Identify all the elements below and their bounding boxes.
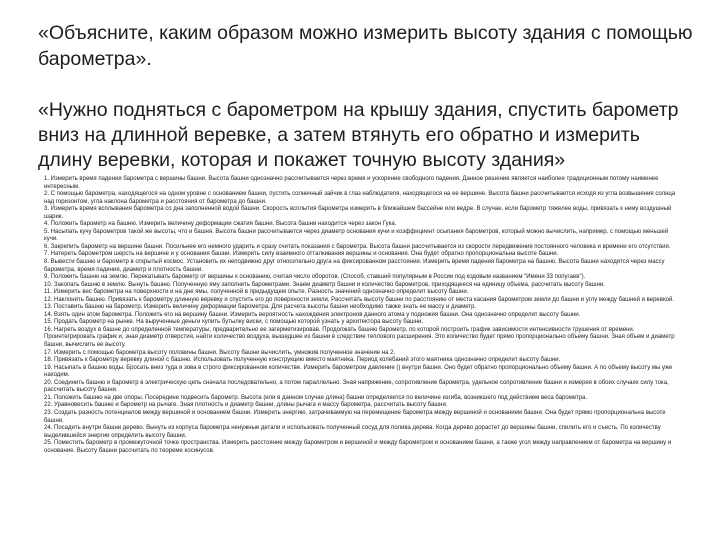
- method-item: 6. Закрепить барометр на вершине башни. Посильнее его немного ударить и сразу считать показания с барометра. Высота башни рассчитывается из скорости передвижения постоянного человека и времени его отсутствия.: [44, 243, 671, 250]
- method-item: 16. Нагреть воздух в башне до определенной температуры, предварительно ее загерметизировав. Продолжать башню барометр, по которой построить график зависимости интенсивности трушения от времени. Проинтегрировать график и, зная диаметр отверстия, найти количество воздуха, вышедшее из башни в следствие теплового расширения. Это количество будет прямо пропорционально объему башни. Зная объем и диаметр башни, вычислить ее высоту.: [44, 326, 675, 349]
- method-item: 9. Положить башню на землю. Перекатывать барометр от вершины к основанию, считая число оборотов. (Способ, ставший популярным в России под кодовым названием "Имени 33 попугаев").: [44, 274, 586, 281]
- method-item: 4. Положить барометр на башню. Измерить величину деформации сжатия башни. Высота башни находится через закон Гука.: [44, 221, 397, 228]
- method-item: 5. Насыпать кучу барометров такой же высоты, что и башня. Высота башни рассчитывается через диаметр основания кучи и коэффициент осыпания барометров, который можно вычислить, например, с помощью меньшей кучи.: [44, 228, 669, 243]
- method-item: 20. Соединить башню и барометр в электрическую цепь сначала последовательно, а потом параллельно. Зная напряжение, сопротивление барометра, удельное сопротивление башни и измеряя в обоих случаях силу тока, рассчитать высоту башни.: [44, 379, 669, 394]
- method-item: 2. С помощью барометра, находящегося на одном уровне с основанием башни, пустить солнечный зайчик в глаз наблюдателя, находящегося на ее вершине. Высота башни рассчитывается исходя из угла возвышения солнца над горизонтом, угла наклона барометра и расстояния от барометра до башни.: [44, 191, 676, 205]
- method-item: 13. Поставить башню на барометр. Измерить величину деформации барометра. Для расчета высоты башни необходимо также знать ее массу и диаметр.: [44, 304, 477, 311]
- method-item: 14. Взять один атом барометра. Положить его на вершину башни. Измерить вероятность нахождения электронов данного атома у подножия башни. Она однозначно определит высоту башни.: [44, 311, 581, 318]
- methods-list: [44, 176, 680, 455]
- method-item: 15. Продать барометр на рынке. На вырученные деньги купить бутылку виски, с помощью которой узнать у архитектора высоту башни.: [44, 319, 424, 326]
- method-item: 24. Посадить внутри башни дерево. Вынуть из корпуса барометра ненужные детали и использовать полученный сосуд для полива дерева. Когда дерево дорастет до вершины башни, спилить его и съесть. По количеству выделившейся энергии определить высоту башни.: [44, 425, 661, 439]
- method-item: 10. Закопать башню в землю. Вынуть башню. Полученную яму заполнить барометрами. Знаем диаметр башни и количество барометров, приходящееся на единицу объема, рассчитать высоту башни.: [44, 281, 605, 288]
- method-item: 7. Натереть барометром шерсть на вершине и у основания башни. Измерить силу взаимного отталкивания вершины и основания. Она будет обратно пропорциональна высоте башни.: [44, 251, 559, 258]
- method-item: 23. Создать разность потенциалов между вершиной и основанием башни. Измерить энергию, затрачиваемую на перемещение барометра между вершиной и основанием башни. Она будет прямо пропорциональна высоте башни.: [44, 409, 666, 424]
- method-item: 3. Измерить время всплывания барометра со дна заполненной водой башни. Скорость всплытия барометра измерить в ближайшем бассейне или ведре. В случае, если барометр тяжелее воды, привязать к нему воздушный шарик.: [44, 206, 672, 220]
- method-item: 19. Насыпать в башню воды. Бросать вниз туда и зова в строго фиксированном количестве. Измерить барометром давление () внутри башни. Оно будет обратно пропорционально объему башни. А по объему высоту мы уже находим.: [44, 364, 673, 379]
- method-item: 18. Привязать к барометру веревку длиной с башню. Использовать полученную конструкцию вместо маятника. Период колебаний этого маятника однозначно определит высоту башни.: [44, 357, 561, 364]
- method-item: 11. Измерить вес барометра на поверхности и на дне ямы, полученной в предыдущем опыте. Разность значений однозначно определит высоту башни.: [44, 289, 469, 296]
- method-item: 21. Положить башню на две опоры. Посередине подвесить барометр. Высота (или в данном случае длина) башни определяется по величине изгиба, возникшего под действием веса барометра.: [44, 394, 588, 401]
- method-item: 8. Вывести башню и барометр в открытый космос. Установить их неподвижно друг относительно друга на фиксированном расстоянии. Измерить время падения барометра на башню. Высота башни находится через массу барометра, время падения, диаметр и плотность башни.: [44, 259, 665, 273]
- method-item: 17. Измерить с помощью барометра высоту половины башни. Высоту башни вычислить, умножив полученное значение на 2.: [44, 349, 396, 356]
- method-item: 25. Поместить барометр в промежуточной точке пространства. Измерить расстояние между барометром и вершиной и между барометром и основанием башни, а также угол между направлением от барометра на вершину и основание. Высоту башни рассчитать по теореме косинусов.: [44, 440, 672, 454]
- method-item: 22. Уравновесить башню и барометр на рычаге. Зная плотность и диаметр башни, длины рычага и массу барометра, рассчитать высоту башни.: [44, 402, 448, 409]
- answer-text: «Нужно подняться с барометром на крышу здания, спустить барометр вниз на длинной веревке, а затем втянуть его обратно и измерить длину веревки, которая и покажет точную высоту здания»: [38, 99, 679, 171]
- method-item: 1. Измерить время падения барометра с вершины башни. Высота башни однозначно рассчитывается через время и ускорение свободного падения. Данное решение является наиболее традиционным потому наименее интересным.: [44, 176, 659, 190]
- method-item: 12. Наклонить башню. Привязать к барометру длинную веревку и спустить его до поверхности земли. Рассчитать высоту башни по расстоянию от места касания барометром земли до башни и углу между башней и веревкой.: [44, 296, 674, 303]
- question-text: «Объясните, каким образом можно измерить высоту здания с помощью барометра».: [38, 22, 693, 70]
